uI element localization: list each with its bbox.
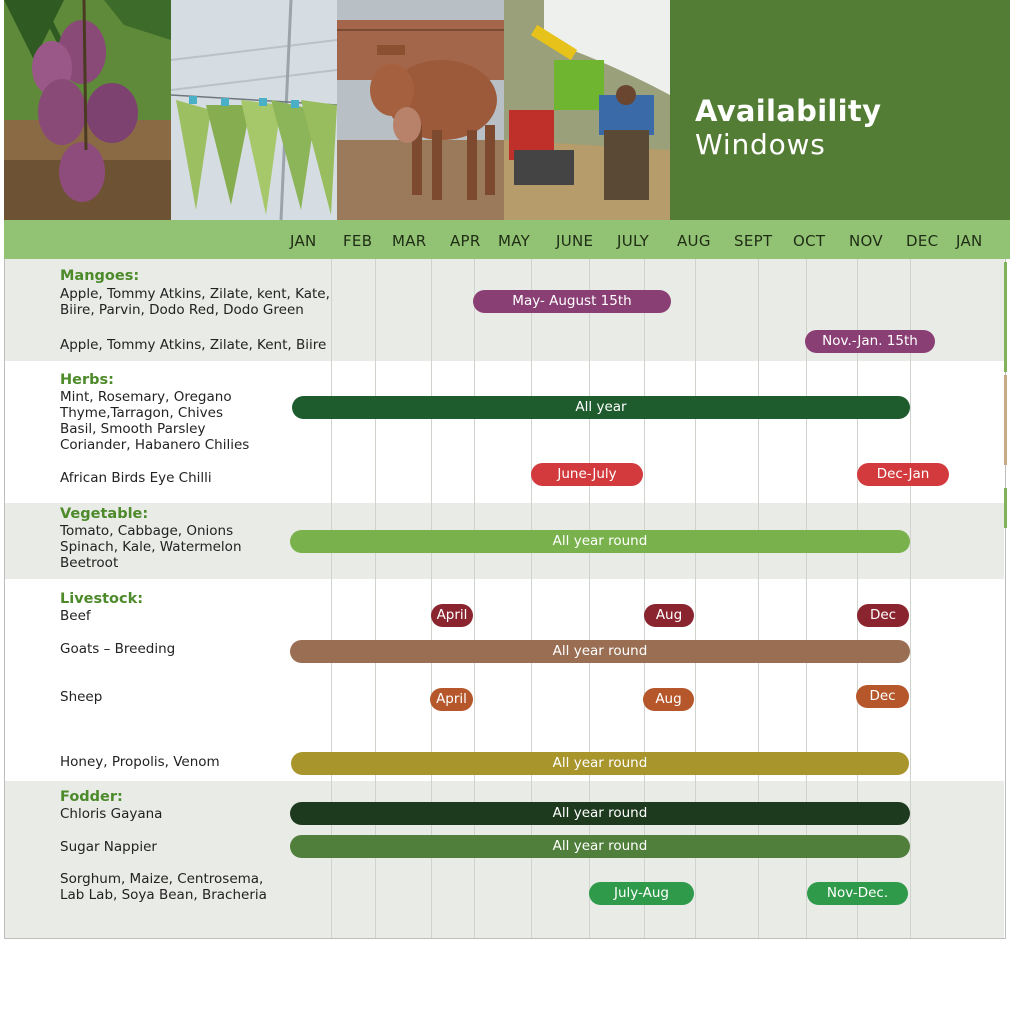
- edge-accent: [1004, 488, 1007, 528]
- vegetable-all-year-bar: All year round: [290, 530, 910, 553]
- livestock-goats: Goats – Breeding: [60, 641, 176, 657]
- edge-accent: [1004, 262, 1007, 372]
- beef-dec-bar: Dec: [857, 604, 909, 627]
- page-subtitle: Windows: [695, 128, 826, 161]
- fodder-sorghum-list: Sorghum, Maize, Centrosema, Lab Lab, Soya Bean, Bracheria: [60, 871, 267, 903]
- honey-all-year-bar: All year round: [291, 752, 909, 775]
- herbs-all-year-bar: All year: [292, 396, 910, 419]
- category-livestock: Livestock:: [60, 591, 144, 607]
- category-mangoes: Mangoes:: [60, 268, 140, 284]
- sorghum-july-aug-bar: July-Aug: [589, 882, 694, 905]
- month-may: MAY: [498, 232, 531, 250]
- title-panel: [670, 0, 1010, 220]
- chloris-all-year-bar: All year round: [290, 802, 910, 825]
- page-title: Availability: [695, 94, 882, 128]
- month-oct: OCT: [793, 232, 826, 250]
- vegetable-list: Tomato, Cabbage, Onions Spinach, Kale, Watermelon Beetroot: [60, 523, 242, 571]
- herbs-chilli: African Birds Eye Chilli: [60, 470, 212, 486]
- month-feb: FEB: [343, 232, 373, 250]
- fodder-chopper-photo: [504, 0, 670, 220]
- sheep-dec-bar: Dec: [856, 685, 909, 708]
- month-aug: AUG: [677, 232, 711, 250]
- category-fodder: Fodder:: [60, 789, 123, 805]
- month-june: JUNE: [556, 232, 594, 250]
- month-dec: DEC: [906, 232, 939, 250]
- mango-tree-photo: [4, 0, 171, 220]
- edge-accent: [1004, 375, 1007, 465]
- sheep-aug-bar: Aug: [643, 688, 694, 711]
- month-jan: JAN: [290, 232, 317, 250]
- cattle-photo: [337, 0, 504, 220]
- month-sept: SEPT: [734, 232, 773, 250]
- livestock-beef: Beef: [60, 608, 91, 624]
- mangoes-varieties-1: Apple, Tommy Atkins, Zilate, kent, Kate, Biire, Parvin, Dodo Red, Dodo Green: [60, 286, 330, 318]
- month-apr: APR: [450, 232, 481, 250]
- sheep-april-bar: April: [430, 688, 473, 711]
- month-july: JULY: [617, 232, 650, 250]
- month-mar: MAR: [392, 232, 427, 250]
- beef-aug-bar: Aug: [644, 604, 694, 627]
- beef-april-bar: April: [431, 604, 473, 627]
- mangoes-varieties-2: Apple, Tommy Atkins, Zilate, Kent, Biire: [60, 337, 327, 353]
- category-vegetable: Vegetable:: [60, 506, 149, 522]
- livestock-sheep: Sheep: [60, 689, 103, 705]
- sorghum-nov-dec-bar: Nov-Dec.: [807, 882, 908, 905]
- chilli-dec-jan-bar: Dec-Jan: [857, 463, 949, 486]
- fodder-chloris: Chloris Gayana: [60, 806, 163, 822]
- herbs-list: Mint, Rosemary, Oregano Thyme,Tarragon, Chives Basil, Smooth Parsley Coriander, Habanero Chilies: [60, 389, 250, 453]
- month-jan-next: JAN: [956, 232, 983, 250]
- goats-all-year-bar: All year round: [290, 640, 910, 663]
- fodder-sugar-nappier: Sugar Nappier: [60, 839, 157, 855]
- chilli-june-july-bar: June-July: [531, 463, 643, 486]
- mango-season-bar: May- August 15th: [473, 290, 671, 313]
- mango-late-season-bar: Nov.-Jan. 15th: [805, 330, 935, 353]
- month-nov: NOV: [849, 232, 883, 250]
- sugar-nappier-all-year-bar: All year round: [290, 835, 910, 858]
- category-herbs: Herbs:: [60, 372, 114, 388]
- livestock-honey: Honey, Propolis, Venom: [60, 754, 220, 770]
- greenhouse-herbs-photo: [171, 0, 337, 220]
